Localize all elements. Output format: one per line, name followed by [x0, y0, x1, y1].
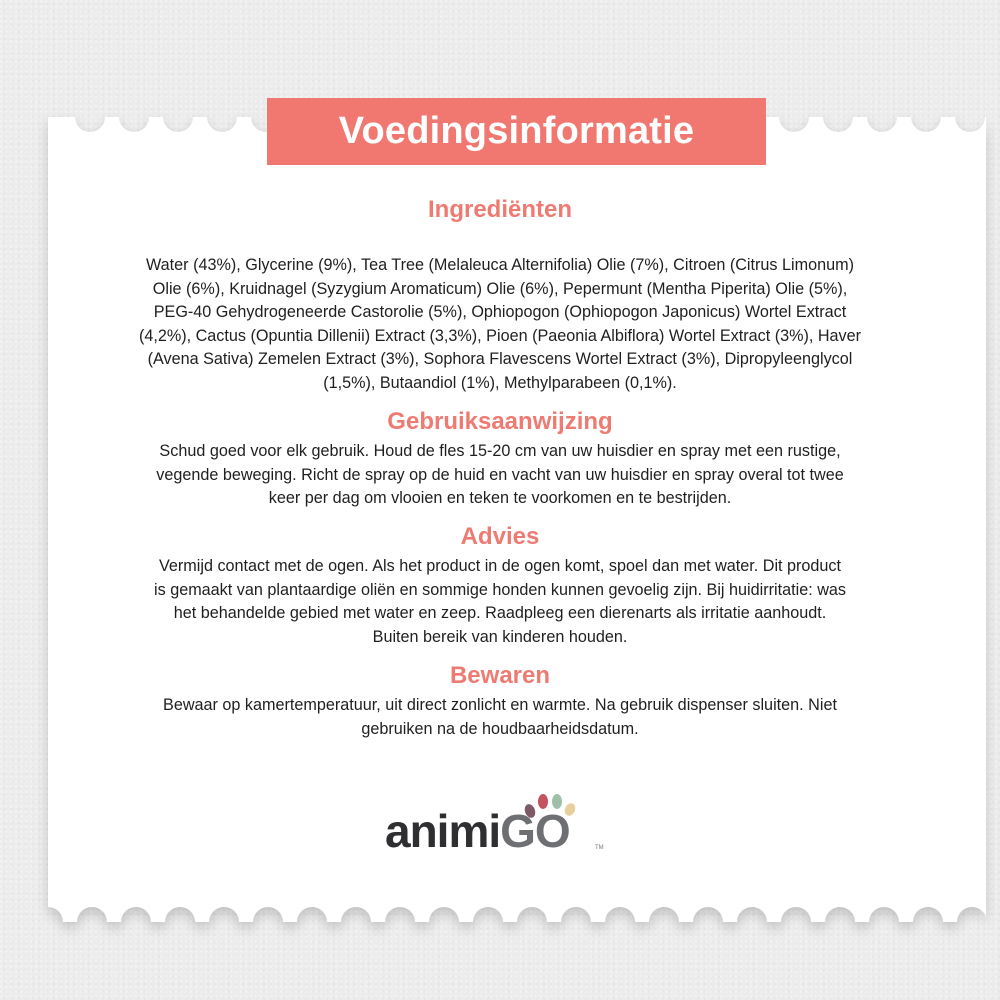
section-heading-advice: Advies: [460, 523, 540, 550]
text-line: PEG-40 Gehydrogeneerde Castorolie (5%), Ophiopogon (Ophiopogon Japonicus) Wortel Extract: [153, 303, 847, 321]
section-advice: [80, 523, 920, 649]
section-heading-usage: Gebruiksaanwijzing: [387, 408, 613, 435]
trademark-symbol: TM: [595, 845, 604, 851]
section-heading-ingredients: Ingrediënten: [427, 196, 572, 223]
text-line: Bewaar op kamertemperatuur, uit direct zonlicht en warmte. Na gebruik dispenser sluiten. Niet: [163, 696, 837, 714]
ingredients-text: [80, 254, 920, 395]
advice-text: [80, 555, 920, 649]
text-line: Buiten bereik van kinderen houden.: [372, 627, 628, 646]
text-line: gebruiken na de houdbaarheidsdatum.: [361, 719, 639, 738]
text-line: keer per dag om vlooien en teken te voorkomen en te bestrijden.: [268, 489, 732, 507]
text-line: Schud goed voor elk gebruik. Houd de fles 15-20 cm van uw huisdier en spray met een rustige,: [159, 442, 841, 460]
text-line: het behandelde gebied met water en zeep. Raadpleeg een dierenarts als irritatie aanhoudt.: [173, 604, 827, 622]
storage-text: [80, 694, 920, 741]
text-line: Water (43%), Glycerine (9%), Tea Tree (Melaleuca Alternifolia) Olie (7%), Citroen (Citrus Limonum): [146, 256, 854, 274]
animigo-logo: [385, 788, 615, 858]
text-line: Olie (6%), Kruidnagel (Syzygium Aromaticum) Olie (6%), Pepermunt (Mentha Piperita) Olie (5%),: [152, 279, 848, 298]
section-storage: [80, 662, 920, 741]
text-line: (4,2%), Cactus (Opuntia Dillenii) Extract (3,3%), Pioen (Paeonia Albiflora) Wortel Extract (3%), Haver: [138, 326, 862, 345]
section-usage: [80, 408, 920, 511]
logo-text-grey: GO: [500, 805, 570, 857]
section-ingredients: [80, 196, 920, 395]
logo-text-dark: animi: [385, 805, 501, 857]
text-line: vegende beweging. Richt de spray op de huid en vacht van uw huisdier en spray overal tot twee: [156, 465, 844, 484]
page-title: Voedingsinformatie: [338, 110, 695, 152]
section-heading-storage: Bewaren: [449, 662, 551, 689]
text-line: Vermijd contact met de ogen. Als het product in de ogen komt, spoel dan met water. Dit product: [158, 557, 842, 575]
text-line: (1,5%), Butaandiol (1%), Methylparabeen (0,1%).: [323, 373, 677, 392]
text-line: (Avena Sativa) Zemelen Extract (3%), Sophora Flavescens Wortel Extract (3%), Dipropyleenglycol: [147, 350, 853, 368]
text-line: is gemaakt van plantaardige oliën en sommige honden kunnen gevoelig zijn. Bij huidirritatie: was: [154, 580, 846, 599]
logo-wordmark: [385, 806, 570, 856]
page-title-banner: [267, 98, 766, 165]
usage-text: [80, 440, 920, 511]
